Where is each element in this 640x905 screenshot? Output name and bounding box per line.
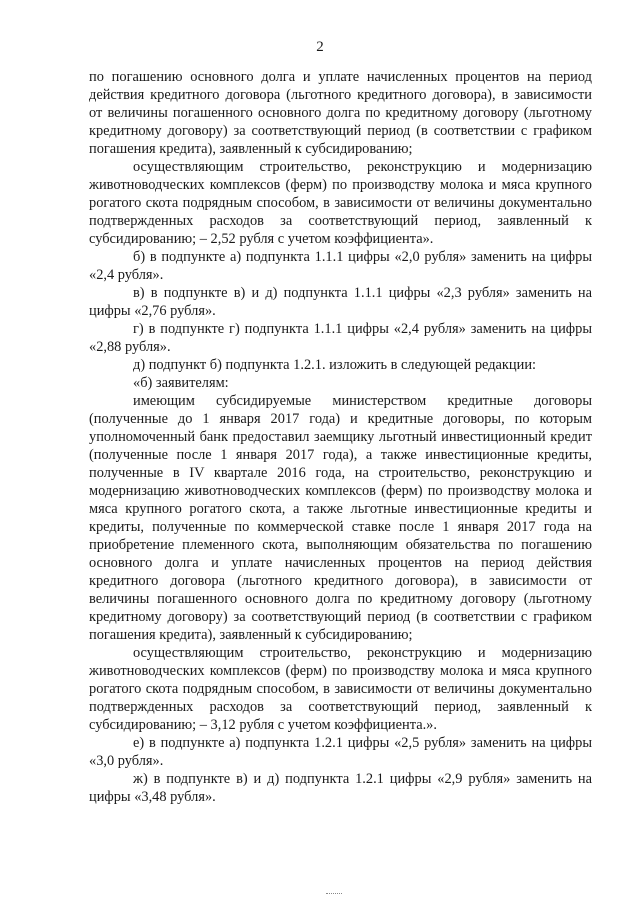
scan-mark: [326, 893, 342, 896]
paragraph: по погашению основного долга и уплате начисленных процентов на период действия кредитного договора (льготного кредитного договора), в зависимости от величины погашенного основного долга по кредитному договору (льготному кредитному договору) за соответствующий период (в соответствии с графиком погашения кредита), заявленный к субсидированию;: [89, 69, 592, 157]
paragraph: б) в подпункте а) подпункта 1.1.1 цифры «2,0 рубля» заменить на цифры «2,4 рубля».: [89, 249, 592, 283]
paragraph: ж) в подпункте в) и д) подпункта 1.2.1 цифры «2,9 рубля» заменить на цифры «3,48 рубля».: [89, 771, 592, 805]
paragraph: «б) заявителям:: [133, 375, 229, 391]
paragraph: е) в подпункте а) подпункта 1.2.1 цифры «2,5 рубля» заменить на цифры «3,0 рубля».: [89, 735, 592, 769]
document-body: [89, 68, 592, 806]
paragraph: г) в подпункте г) подпункта 1.1.1 цифры «2,4 рубля» заменить на цифры «2,88 рубля».: [89, 321, 592, 355]
paragraph: д) подпункт б) подпункта 1.2.1. изложить в следующей редакции:: [133, 357, 537, 373]
page-number: 2: [316, 39, 324, 55]
paragraph: имеющим субсидируемые министерством кредитные договоры (полученные до 1 января 2017 года) и кредитные договоры, по которым уполномоченный банк предоставил заемщику льготный инвестиционный кредит (полученные после 1 января 2017 года), а также инвестиционные кредиты, полученные в IV квартале 2016 года, на строительство, реконструкцию и модернизацию животноводческих комплексов (ферм) по производству молока и мяса крупного рогатого скота, а также льготные инвестиционные кредиты и кредиты, полученные по коммерческой ставке после 1 января 2017 года на приобретение племенного скота, выполняющим обязательства по погашению основного долга и уплате начисленных процентов на период действия кредитного договора (льготного кредитного договора), в зависимости от величины погашенного основного долга по кредитному договору (льготному кредитному договору) за соответствующий период (в соответствии с графиком погашения кредита), заявленный к субсидированию;: [89, 393, 592, 643]
paragraph: осуществляющим строительство, реконструкцию и модернизацию животноводческих комплексов (ферм) по производству молока и мяса крупного рогатого скота подрядным способом, в зависимости от величины документально подтвержденных расходов за соответствующий период, заявленный к субсидированию; – 2,52 рубля с учетом коэффициента».: [89, 159, 592, 247]
paragraph: осуществляющим строительство, реконструкцию и модернизацию животноводческих комплексов (ферм) по производству молока и мяса крупного рогатого скота подрядным способом, в зависимости от величины документально подтвержденных расходов за соответствующий период, заявленный к субсидированию; – 3,12 рубля с учетом коэффициента.».: [89, 645, 592, 733]
paragraph: в) в подпункте в) и д) подпункта 1.1.1 цифры «2,3 рубля» заменить на цифры «2,76 рубля».: [89, 285, 592, 319]
